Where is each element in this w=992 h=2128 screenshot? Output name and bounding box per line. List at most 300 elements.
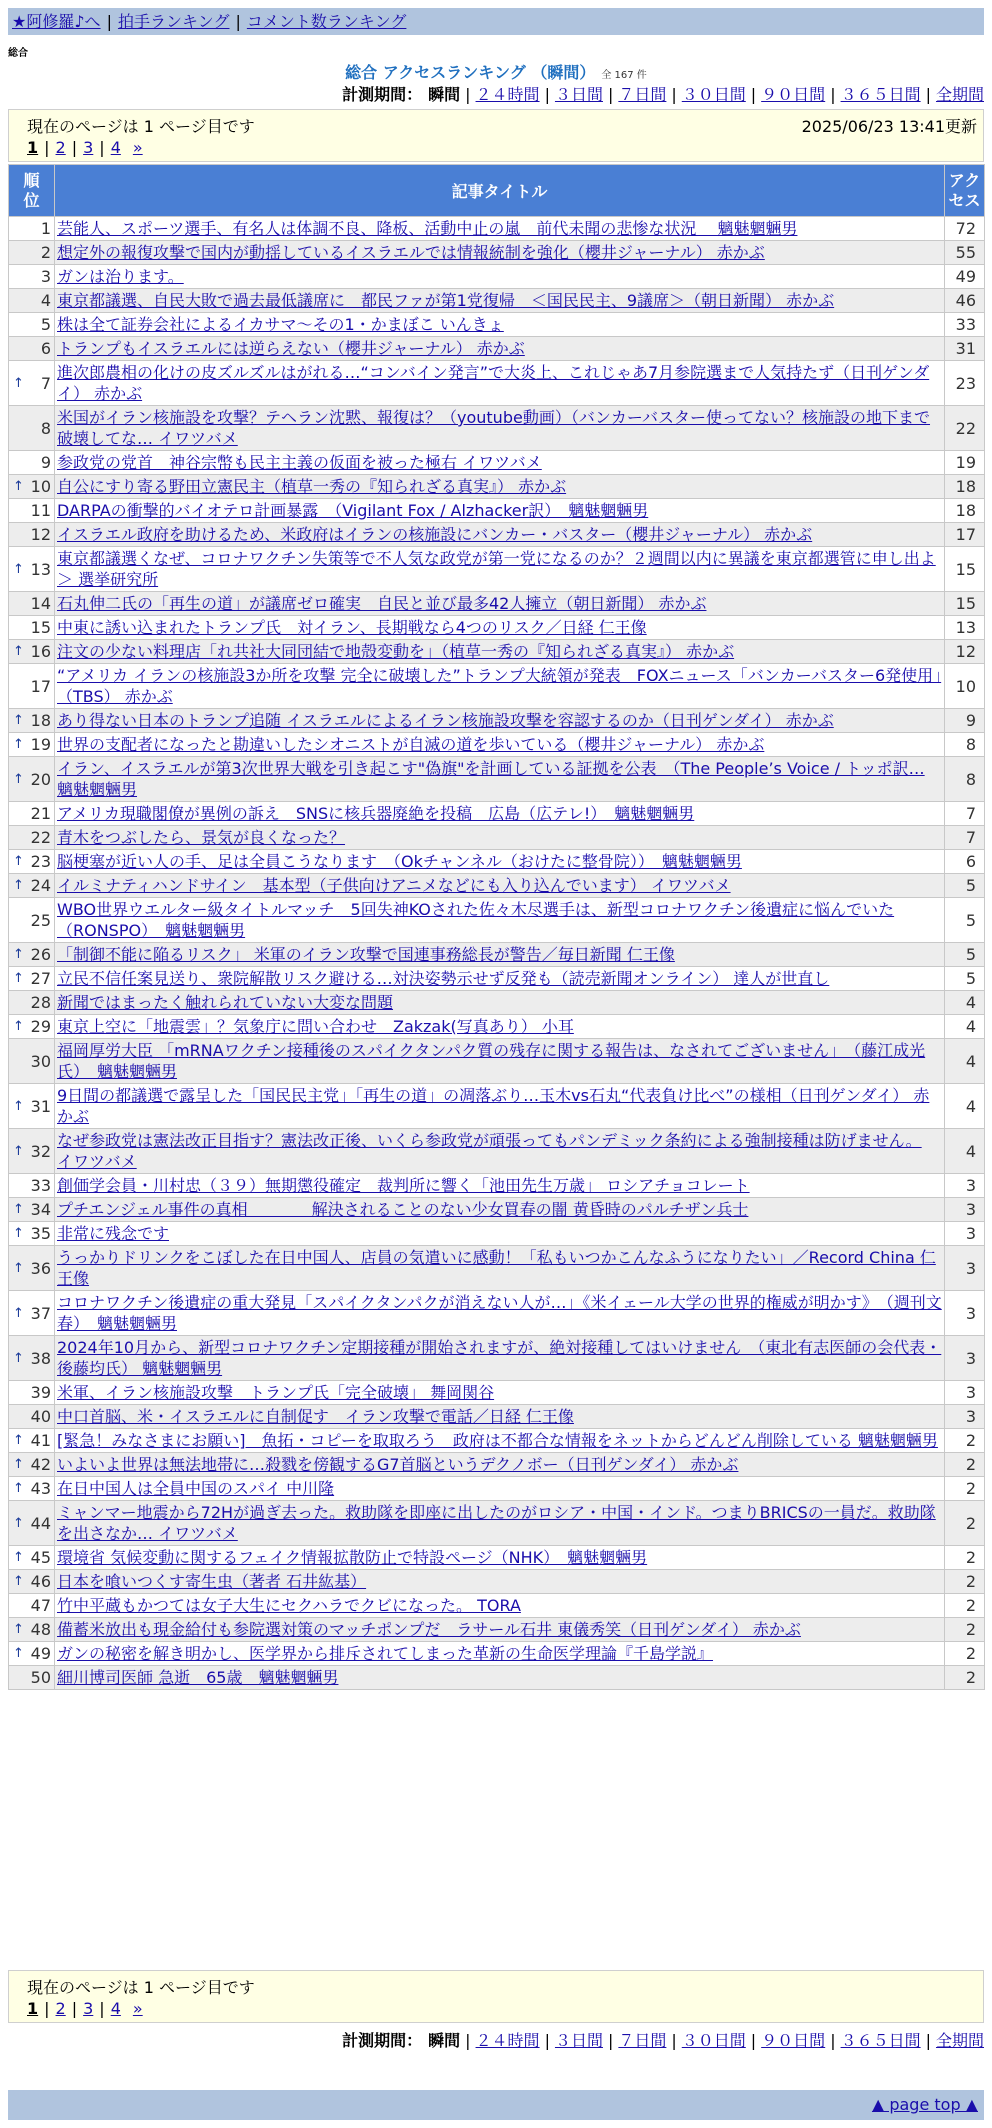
home-link[interactable]: ★阿修羅♪へ [12,12,101,31]
rank-up-arrow-icon: ↑ [13,971,24,986]
access-count: 10 [945,664,985,709]
title-cell [55,802,945,826]
article-link[interactable]: コロナワクチン後遺症の重大発見「スパイクタンパクが消えない人が…」《米イェール大学の世界的権威が明かす》 （週刊文春） 魑魅魍魎男 [57,1293,942,1333]
rank-up-arrow-icon: ↑ [13,1098,24,1114]
table-row [9,664,985,709]
access-count: 2 [945,1570,985,1594]
rank-up-arrow-icon: ↑ [13,1515,24,1531]
table-row [9,1501,985,1546]
access-count: 23 [945,361,985,406]
table-row [9,874,985,898]
current-page-text: 現在のページは 1 ページ目です [27,117,255,136]
rank-number: 4 [40,291,51,310]
table-row [9,1039,985,1084]
access-count: 4 [945,1015,985,1039]
article-link[interactable]: 参政党の党首 神谷宗幣も民主主義の仮面を被った極右 イワツバメ [57,453,542,472]
rank-number: 31 [30,1096,51,1116]
rank-cell [9,967,55,991]
separator: | [106,12,112,31]
pager-page-4[interactable]: 4 [110,1999,121,2018]
period-link-24h[interactable]: ２４時間 [475,2031,540,2050]
access-count: 2 [945,1666,985,1690]
access-count: 2 [945,1429,985,1453]
rank-cell [9,733,55,757]
rank-number: 36 [30,1258,51,1278]
article-link[interactable]: 脳梗塞が近い人の手、足は全員こうなります （Okチャンネル（おけたに整骨院）） 魑魅魍魎男 [57,852,742,871]
rank-number: 34 [30,1200,51,1219]
title-cell [55,1198,945,1222]
rank-number: 5 [40,315,51,334]
title-cell [55,475,945,499]
table-row [9,802,985,826]
title-cell [55,1222,945,1246]
article-link[interactable]: 中東に誘い込まれたトランプ氏 対イラン、長期戦なら4つのリスク／日経 仁王像 [57,618,647,637]
title-cell [55,313,945,337]
title-cell [55,1246,945,1291]
article-link[interactable]: 2024年10月から、新型コロナワクチン定期接種が開始されますが、絶対接種してはいけません （東北有志医師の会代表・後藤均氏） 魑魅魍魎男 [57,1338,942,1378]
access-count: 15 [945,547,985,592]
clap-ranking-link[interactable]: 拍手ランキング [117,12,230,31]
access-count: 22 [945,406,985,451]
rank-number: 16 [30,642,51,661]
rank-number: 24 [30,876,51,895]
table-row [9,1618,985,1642]
rank-cell [9,1570,55,1594]
rank-number: 10 [30,477,51,496]
rank-cell [9,1405,55,1429]
period-link-365d[interactable]: ３６５日間 [840,2031,921,2050]
page-title [0,60,992,83]
period-link-365d[interactable]: ３６５日間 [840,85,921,104]
rank-cell [9,406,55,451]
rank-up-arrow-icon: ↑ [13,1202,24,1217]
title-cell [55,451,945,475]
access-count: 3 [945,1381,985,1405]
article-link[interactable]: 自公にすり寄る野田立憲民主（植草一秀の『知られざる真実』） 赤かぶ [57,477,567,496]
rank-number: 17 [30,676,51,696]
period-link-90d[interactable]: ９０日間 [761,2031,826,2050]
access-count: 3 [945,1246,985,1291]
rank-cell [9,451,55,475]
rank-cell [9,547,55,592]
rank-cell [9,709,55,733]
rank-number: 33 [30,1176,51,1195]
rank-number: 27 [30,969,51,988]
article-link[interactable]: 注文の少ない料理店「れ共社大同団結で地殻変動を」（植草一秀の『知られざる真実』） 赤かぶ [57,642,735,661]
article-link[interactable]: 芸能人、スポーツ選手、有名人は体調不良、降板、活動中止の嵐 前代未聞の悲惨な状況 魑魅魍魎男 [57,219,798,238]
article-link[interactable]: 非常に残念です [57,1224,170,1243]
period-link-7d[interactable]: ７日間 [618,2031,667,2050]
rank-number: 15 [30,618,51,637]
pagination-box-top [8,109,984,162]
title-cell [55,1174,945,1198]
access-count: 8 [945,757,985,802]
table-row [9,1570,985,1594]
rank-number: 44 [30,1513,51,1533]
title-cell [55,1129,945,1174]
rank-up-arrow-icon: ↑ [13,947,24,962]
access-count: 3 [945,1198,985,1222]
pager-next[interactable]: » [132,138,143,157]
title-cell [55,943,945,967]
article-link[interactable]: ガンの秘密を解き明かし、医学界から排斥されてしまった革新の生命医学理論『千島学説』 [57,1644,714,1663]
title-cell [55,1015,945,1039]
table-row [9,1381,985,1405]
table-row [9,241,985,265]
article-link[interactable]: いよいよ世界は無法地帯に…殺戮を傍観するG7首脳というデクノボー（日刊ゲンダイ） 赤かぶ [57,1455,739,1474]
access-count: 18 [945,499,985,523]
period-selector-bottom: 計測期間： 瞬間 | ２４時間 | ３日間 | ７日間 | ３０日間 | ９０日間 | ３６５日間 | 全期間 [342,2031,984,2050]
rank-up-arrow-icon: ↑ [13,561,24,577]
pager-next[interactable]: » [132,1999,143,2018]
title-cell [55,874,945,898]
table-row [9,406,985,451]
rank-number: 22 [30,828,51,847]
rank-number: 9 [40,453,51,472]
article-link[interactable]: うっかりドリンクをこぼした在日中国人、店員の気遣いに感動！「私もいつかこんなふうになりたい」／Record China 仁王像 [57,1248,936,1288]
rank-cell [9,1246,55,1291]
pager-page-3[interactable]: 3 [83,138,94,157]
title-cell [55,709,945,733]
article-link[interactable]: 想定外の報復攻撃で国内が動揺しているイスラエルでは情報統制を強化（櫻井ジャーナル） 赤かぶ [57,243,765,262]
rank-cell [9,1453,55,1477]
article-link[interactable]: 米国がイラン核施設を攻撃？テヘラン沈黙、報復は？（youtube動画）（バンカーバスター使ってない？核施設の地下まで破壊してな… イワツバメ [57,408,931,448]
header-title: 記事タイトル [55,165,945,217]
article-link[interactable]: 環境省 気候変動に関するフェイク情報拡散防止で特設ページ（NHK） 魑魅魍魎男 [57,1548,648,1567]
access-count: 7 [945,826,985,850]
footer-bar [8,2090,984,2120]
pager-current: 1 [27,138,39,157]
rank-cell [9,265,55,289]
total-count: 全 167 件 [601,70,647,81]
page-title-text: 総合 アクセスランキング （瞬間） [345,63,596,82]
title-cell [55,361,945,406]
table-row [9,850,985,874]
rank-number: 2 [40,243,51,262]
header-rank: 順位 [9,165,55,217]
rank-cell [9,943,55,967]
table-row [9,592,985,616]
article-link[interactable]: 「制御不能に陥るリスク」 米軍のイラン攻撃で国連事務総長が警告／毎日新聞 仁王像 [57,945,675,964]
rank-number: 46 [30,1572,51,1591]
access-count: 7 [945,802,985,826]
article-link[interactable]: 石丸伸二氏の「再生の道」が議席ゼロ確実 自民と並び最多42人擁立（朝日新聞） 赤かぶ [57,594,707,613]
access-count: 72 [945,217,985,241]
access-count: 5 [945,874,985,898]
rank-up-arrow-icon: ↑ [13,1143,24,1159]
rank-number: 14 [30,594,51,613]
table-row [9,217,985,241]
table-row [9,361,985,406]
rank-number: 49 [30,1644,51,1663]
rank-cell [9,1084,55,1129]
period-link-24h[interactable]: ２４時間 [475,85,540,104]
rank-number: 47 [30,1596,51,1615]
separator: | [235,12,241,31]
article-link[interactable]: WBO世界ウエルター級タイトルマッチ 5回失神KOされた佐々木尽選手は、新型コロナワクチン後遺症に悩んでいた（RONSPO） 魑魅魍魎男 [57,900,895,940]
access-count: 12 [945,640,985,664]
access-count: 4 [945,1039,985,1084]
rank-number: 6 [40,339,51,358]
table-row [9,1546,985,1570]
rank-cell [9,217,55,241]
pager-page-2[interactable]: 2 [55,1999,66,2018]
rank-number: 32 [30,1141,51,1161]
article-link[interactable]: [緊急！みなさまにお願い] 魚拓・コピーを取取ろう 政府は不都合な情報をネットからどんどん削除している 魑魅魍魎男 [57,1431,938,1450]
table-row [9,499,985,523]
access-count: 6 [945,850,985,874]
article-link[interactable]: ガンは治ります。 [57,267,184,286]
rank-up-arrow-icon: ↑ [13,1550,24,1565]
rank-number: 12 [30,525,51,544]
access-count: 3 [945,1405,985,1429]
rank-cell [9,1336,55,1381]
rank-up-arrow-icon: ↑ [13,1574,24,1589]
article-link[interactable]: 細川博司医師 急逝 65歳 魑魅魍魎男 [57,1668,339,1687]
table-row [9,733,985,757]
access-count: 18 [945,475,985,499]
table-row [9,1246,985,1291]
period-selector-top: 計測期間： 瞬間 | ２４時間 | ３日間 | ７日間 | ３０日間 | ９０日間 | ３６５日間 | 全期間 [342,85,984,104]
article-link[interactable]: あり得ない日本のトランプ追随 イスラエルによるイラン核施設攻撃を容認するのか（日刊ゲンダイ） 赤かぶ [57,711,834,730]
title-cell [55,265,945,289]
title-cell [55,1405,945,1429]
article-link[interactable]: 9日間の都議選で露呈した「国民民主党」「再生の道」の凋落ぶり…玉木vs石丸“代表負け比べ”の様相（日刊ゲンダイ） 赤かぶ [57,1086,930,1126]
rank-cell [9,1039,55,1084]
rank-number: 45 [30,1548,51,1567]
access-count: 5 [945,967,985,991]
title-cell [55,1336,945,1381]
article-link[interactable]: イラン、イスラエルが第3次世界大戦を引き起こす"偽旗"を計画している証拠を公表 （The People’s Voice / トッポ訳… 魑魅魍魎男 [57,759,925,799]
period-current: 瞬間 [428,2031,461,2050]
table-row [9,1429,985,1453]
table-row [9,1642,985,1666]
title-cell [55,217,945,241]
access-count: 2 [945,1546,985,1570]
pager-current: 1 [27,1999,39,2018]
table-row [9,898,985,943]
rank-cell [9,1198,55,1222]
rank-cell [9,313,55,337]
pager-bottom: 1 | 2 | 3 | 4 » [27,1999,143,2018]
access-count: 2 [945,1477,985,1501]
table-row [9,1666,985,1690]
article-link[interactable]: アメリカ現職閣僚が異例の訴え SNSに核兵器廃絶を投稿 広島（広テレ!） 魑魅魍魎男 [57,804,695,823]
rank-number: 41 [30,1431,51,1450]
rank-up-arrow-icon: ↑ [13,644,24,659]
comment-ranking-link[interactable]: コメント数ランキング [246,12,407,31]
table-row [9,1477,985,1501]
article-link[interactable]: 新聞ではまったく触れられていない大変な問題 [57,993,394,1012]
period-link-30d[interactable]: ３０日間 [681,85,746,104]
table-row [9,826,985,850]
article-link[interactable]: 中口首脳、米・イスラエルに自制促す イラン攻撃で電話／日経 仁王像 [57,1407,574,1426]
access-count: 2 [945,1594,985,1618]
rank-number: 18 [30,711,51,730]
access-count: 4 [945,1084,985,1129]
title-cell [55,991,945,1015]
article-link[interactable]: 創価学会員・川村忠（３９）無期懲役確定 裁判所に響く「池田先生万歳」 ロシアチョコレート [57,1176,750,1195]
article-link[interactable]: なぜ参政党は憲法改正目指す？憲法改正後、いくら参政党が頑張ってもパンデミック条約による強制接種は防げません。 イワツバメ [57,1131,922,1171]
access-count: 33 [945,313,985,337]
article-link[interactable]: 東京都議選、自民大敗で過去最低議席に 都民ファが第1党復帰 ＜国民民主、9議席＞（朝日新聞） 赤かぶ [57,291,835,310]
article-link[interactable]: プチエンジェル事件の真相 解決されることのない少女買春の闇 黄昏時のパルチザン兵士 [57,1200,749,1219]
rank-cell [9,874,55,898]
access-count: 15 [945,592,985,616]
title-cell [55,967,945,991]
rank-number: 30 [30,1051,51,1071]
article-link[interactable]: 竹中平蔵もかつては女子大生にセクハラでクビになった。 TORA [57,1596,521,1615]
access-count: 2 [945,1501,985,1546]
rank-number: 1 [40,219,51,238]
rank-number: 28 [30,993,51,1012]
article-link[interactable]: イスラエル政府を助けるため、米政府はイランの核施設にバンカー・バスター（櫻井ジャーナル） 赤かぶ [57,525,813,544]
rank-up-arrow-icon: ↑ [13,1350,24,1366]
table-row [9,523,985,547]
title-cell [55,757,945,802]
rank-cell [9,1129,55,1174]
table-row [9,1594,985,1618]
title-cell [55,1291,945,1336]
article-link[interactable]: イルミナティハンドサイン 基本型（子供向けアニメなどにも入り込んでいます） イワツバメ [57,876,731,895]
title-cell [55,733,945,757]
period-link-3d[interactable]: ３日間 [554,85,603,104]
table-row [9,451,985,475]
article-link[interactable]: トランプもイスラエルには逆らえない（櫻井ジャーナル） 赤かぶ [57,339,525,358]
rank-number: 48 [30,1620,51,1639]
page-top-link[interactable]: ▲ page top ▲ [871,2095,978,2114]
table-row [9,265,985,289]
rank-cell [9,1291,55,1336]
access-count: 2 [945,1642,985,1666]
rank-number: 39 [30,1383,51,1402]
period-link-all[interactable]: 全期間 [935,2031,984,2050]
table-row [9,757,985,802]
rank-up-arrow-icon: ↑ [13,771,24,787]
title-cell [55,499,945,523]
rank-up-arrow-icon: ↑ [13,1260,24,1276]
access-count: 46 [945,289,985,313]
rank-cell [9,1381,55,1405]
article-link[interactable]: ミャンマー地震から72Hが過ぎ去った。救助隊を即座に出したのがロシア・中国・インド。つまりBRICSの一員だ。救助隊を出さなか… イワツバメ [57,1503,936,1543]
rank-cell [9,1429,55,1453]
article-link[interactable]: 福岡厚労大臣 「mRNAワクチン接種後のスパイクタンパク質の残存に関する報告は、なされてございません」 （藤江成光氏） 魑魅魍魎男 [57,1041,926,1081]
article-link[interactable]: DARPAの衝撃的バイオテロ計画暴露 （Vigilant Fox / Alzhacker訳） 魑魅魍魎男 [57,501,649,520]
table-row [9,289,985,313]
article-link[interactable]: 立民不信任案見送り、衆院解散リスク避ける…対決姿勢示せず反発も（読売新聞オンライン） 達人が世直し [57,969,830,988]
period-link-7d[interactable]: ７日間 [618,85,667,104]
table-row [9,1222,985,1246]
period-link-all[interactable]: 全期間 [935,85,984,104]
article-link[interactable]: 日本を喰いつくす寄生虫（著者 石井紘基） [57,1572,367,1591]
rank-number: 29 [30,1017,51,1036]
access-count: 4 [945,991,985,1015]
period-label: 計測期間： [342,85,423,104]
table-row [9,709,985,733]
rank-cell [9,1222,55,1246]
rank-up-arrow-icon: ↑ [13,375,24,391]
title-cell [55,1501,945,1546]
title-cell [55,1039,945,1084]
article-link[interactable]: 世界の支配者になったと勘違いしたシオニストが自滅の道を歩いている（櫻井ジャーナル） 赤かぶ [57,735,765,754]
table-row [9,1129,985,1174]
title-cell [55,850,945,874]
title-cell [55,1666,945,1690]
title-cell [55,523,945,547]
article-link[interactable]: 備蓄米放出も現金給付も参院選対策のマッチポンプだ ラサール石井 東儀秀笑（日刊ゲンダイ） 赤かぶ [57,1620,801,1639]
article-link[interactable]: 在日中国人は全員中国のスパイ 中川隆 [57,1479,335,1498]
title-cell [55,241,945,265]
access-count: 49 [945,265,985,289]
rank-cell [9,289,55,313]
period-link-3d[interactable]: ３日間 [554,2031,603,2050]
article-link[interactable]: 進次郎農相の化けの皮ズルズルはがれる…“コンバイン発言”で大炎上、これじゃあ7月参院選まで人気持たず（日刊ゲンダイ） 赤かぶ [57,363,930,403]
rank-cell [9,241,55,265]
table-row [9,1405,985,1429]
pager-page-2[interactable]: 2 [55,138,66,157]
rank-cell [9,475,55,499]
rank-number: 19 [30,735,51,754]
table-row [9,616,985,640]
table-row [9,943,985,967]
title-cell [55,1084,945,1129]
period-label: 計測期間： [342,2031,423,2050]
access-count: 3 [945,1174,985,1198]
access-count: 19 [945,451,985,475]
title-cell [55,1618,945,1642]
rank-cell [9,1618,55,1642]
article-link[interactable]: 東京都議選くなぜ、コロナワクチン失策等で不人気な政党が第一党になるのか？２週間以内に異議を東京都選管に申し出よ＞ 選挙研究所 [57,549,936,589]
period-link-90d[interactable]: ９０日間 [761,85,826,104]
title-cell [55,616,945,640]
rank-number: 40 [30,1407,51,1426]
rank-number: 42 [30,1455,51,1474]
rank-cell [9,898,55,943]
period-link-30d[interactable]: ３０日間 [681,2031,746,2050]
access-count: 3 [945,1336,985,1381]
title-cell [55,1642,945,1666]
current-page-text-bottom: 現在のページは 1 ページ目です [27,1978,255,1997]
rank-number: 3 [40,267,51,286]
pagination-box-bottom [8,1970,984,2023]
article-link[interactable]: 株は全て証券会社によるイカサマ〜その1・かまぼこ いんきょ [57,315,504,334]
rank-number: 35 [30,1224,51,1243]
article-link[interactable]: 米軍、イラン核施設攻撃 トランプ氏「完全破壊」 舞岡関谷 [57,1383,495,1402]
access-count: 13 [945,616,985,640]
article-link[interactable]: 東京上空に「地震雲」？気象庁に問い合わせ Zakzak(写真あり） 小耳 [57,1017,574,1036]
header-access: アクセス [945,165,985,217]
rank-cell [9,1594,55,1618]
pager-page-3[interactable]: 3 [83,1999,94,2018]
table-row [9,337,985,361]
pager-page-4[interactable]: 4 [110,138,121,157]
pager: 1 | 2 | 3 | 4 » [27,138,143,157]
access-count: 55 [945,241,985,265]
table-row [9,1198,985,1222]
rank-cell [9,337,55,361]
title-cell [55,1429,945,1453]
article-link[interactable]: “アメリカ イランの核施設3か所を攻撃 完全に破壊した”トランプ大統領が発表 FOXニュース「バンカーバスター6発使用」（TBS） 赤かぶ [57,666,942,706]
access-count: 31 [945,337,985,361]
table-row [9,640,985,664]
title-cell [55,337,945,361]
article-link[interactable]: 青木をつぶしたら、景気が良くなった？ [57,828,346,847]
rank-number: 37 [30,1303,51,1323]
table-row [9,1453,985,1477]
breadcrumb: 総合 [8,48,28,59]
table-row [9,1336,985,1381]
title-cell [55,1570,945,1594]
